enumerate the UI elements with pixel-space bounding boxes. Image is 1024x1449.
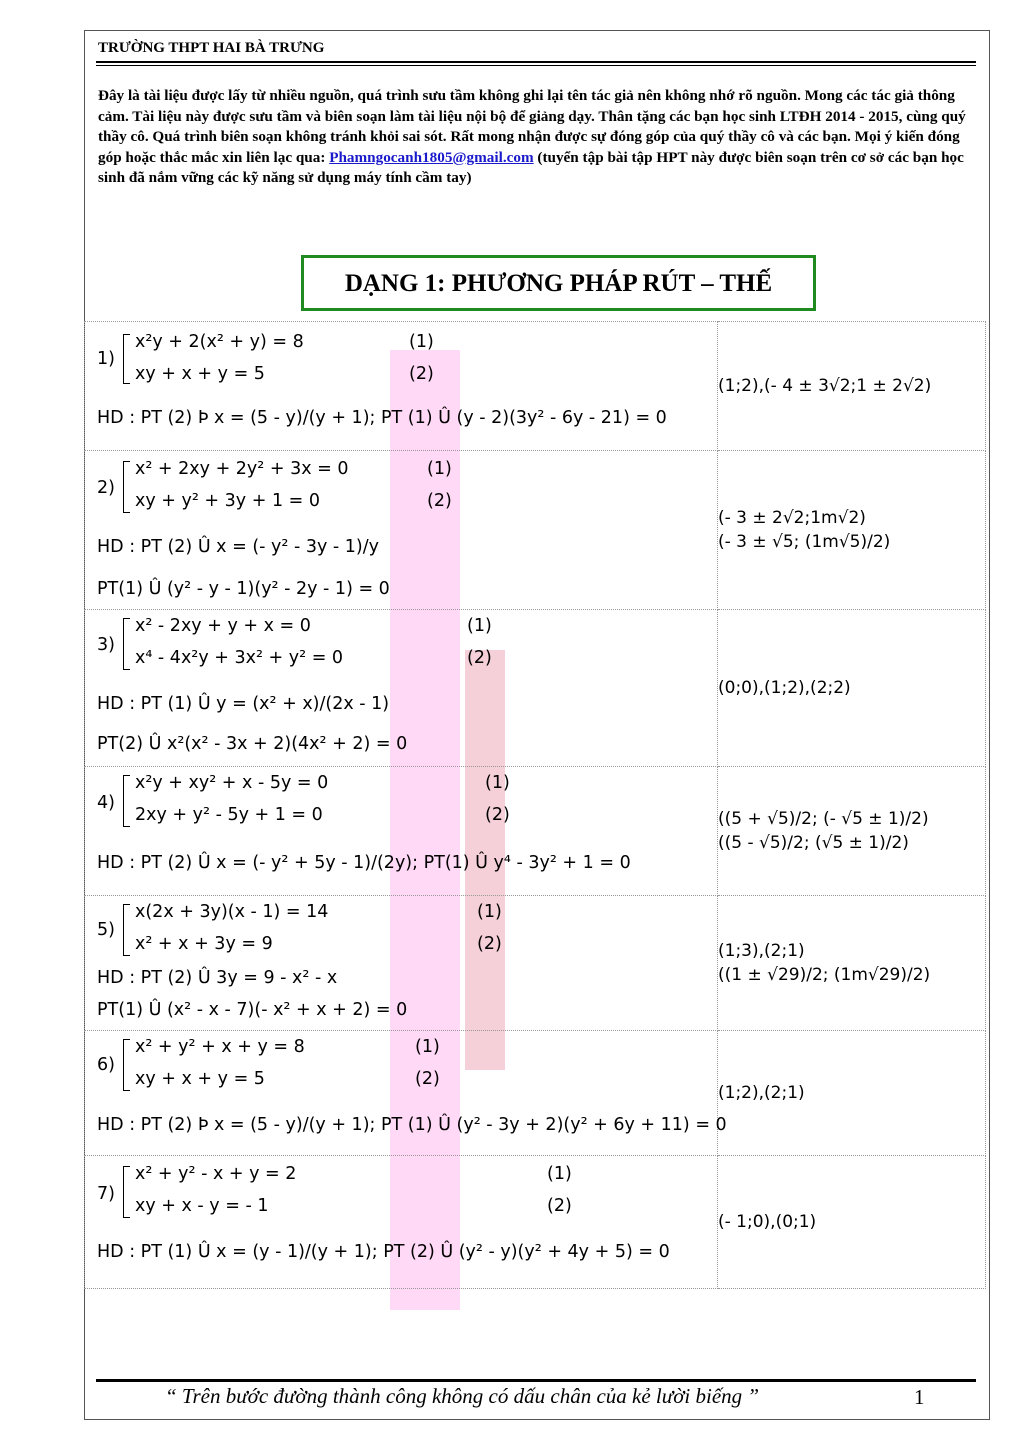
equation-label: (2) bbox=[547, 1196, 572, 1216]
footer-quote: “ Trên bước đường thành công không có dấu chân của kẻ lười biếng ” bbox=[165, 1384, 760, 1408]
problem-number: 3) bbox=[97, 635, 115, 655]
system-brace bbox=[123, 904, 130, 956]
intro-paragraph bbox=[98, 86, 974, 189]
answer-line: (1;3),(2;1) bbox=[718, 941, 805, 961]
hint-line: HD : PT (2) Û 3y = 9 - x² - x bbox=[97, 968, 338, 988]
email-link[interactable]: Phamngocanh1805@gmail.com bbox=[329, 148, 534, 166]
answer-cell bbox=[718, 1031, 986, 1156]
hint-line: PT(1) Û (x² - x - 7)(- x² + x + 2) = 0 bbox=[97, 1000, 408, 1020]
equation-label: (2) bbox=[427, 491, 452, 511]
answer-line: ((1 ± √29)/2; (1m√29)/2) bbox=[718, 965, 931, 985]
equation-2: xy + x + y = 5 bbox=[135, 1069, 265, 1089]
equation-2: xy + x - y = - 1 bbox=[135, 1196, 269, 1216]
system-brace bbox=[123, 1039, 130, 1091]
equation-label: (2) bbox=[485, 805, 510, 825]
hint-line: PT(2) Û x²(x² - 3x + 2)(4x² + 2) = 0 bbox=[97, 734, 408, 754]
answer-line: (1;2),(2;1) bbox=[718, 1083, 805, 1103]
equation-2: x⁴ - 4x²y + 3x² + y² = 0 bbox=[135, 648, 344, 668]
hint-line: PT(1) Û (y² - y - 1)(y² - 2y - 1) = 0 bbox=[97, 579, 390, 599]
hint-line: HD : PT (2) Þ x = (5 - y)/(y + 1); PT (1) Û (y - 2)(3y² - 6y - 21) = 0 bbox=[97, 408, 667, 428]
hint-line: HD : PT (2) Û x = (- y² + 5y - 1)/(2y); PT(1) Û y⁴ - 3y² + 1 = 0 bbox=[97, 853, 631, 873]
problem-row bbox=[85, 610, 986, 767]
problem-row bbox=[85, 767, 986, 896]
intro-text-1: Đây là tài liệu được lấy từ nhiều nguồn, quá trình sưu tầm không ghi lại tên tác giả nên không nhớ rõ nguồn. Mong các tác giả thông cảm. Tài liệu này được sưu tầm và biên soạn làm tài liệu nội bộ để giảng dạy. Thân tặng các bạn học sinh LTĐH 2014 - 2015, cùng quý thầy cô. Quá trình biên soạn không tránh khỏi sai sót. Rất mong nhận được sự đóng góp của quý thầy cô và các bạn. Mọi ý kiến đóng góp hoặc thắc mắc xin liên lạc qua: bbox=[98, 87, 966, 166]
equation-label: (1) bbox=[427, 459, 452, 479]
system-brace bbox=[123, 775, 130, 827]
problem-row bbox=[85, 1156, 986, 1289]
system-brace bbox=[123, 334, 130, 384]
equation-2: x² + x + 3y = 9 bbox=[135, 934, 273, 954]
equation-label: (1) bbox=[409, 332, 434, 352]
answer-cell bbox=[718, 896, 986, 1031]
problem-row bbox=[85, 896, 986, 1031]
footer-rule bbox=[96, 1379, 976, 1382]
problem-table bbox=[84, 321, 986, 1289]
answer-cell bbox=[718, 322, 986, 451]
intro-text-2: (tuyển tập bài tập HPT này được biên soạn trên cơ sở các bạn học sinh đã nắm vững các kỹ năng sử dụng máy tính cầm tay) bbox=[98, 148, 964, 186]
header-rule-thick bbox=[96, 61, 976, 63]
equation-1: x(2x + 3y)(x - 1) = 14 bbox=[135, 902, 329, 922]
equation-1: x² - 2xy + y + x = 0 bbox=[135, 616, 311, 636]
answer-line: ((5 + √5)/2; (- √5 ± 1)/2) bbox=[718, 809, 929, 829]
hint-line: HD : PT (1) Û x = (y - 1)/(y + 1); PT (2) Û (y² - y)(y² + 4y + 5) = 0 bbox=[97, 1242, 670, 1262]
equation-label: (1) bbox=[415, 1037, 440, 1057]
answer-line: ((5 - √5)/2; (√5 ± 1)/2) bbox=[718, 833, 909, 853]
header-rule-thin bbox=[96, 65, 976, 66]
answer-line: (- 3 ± √5; (1m√5)/2) bbox=[718, 532, 891, 552]
equation-label: (1) bbox=[485, 773, 510, 793]
hint-line: HD : PT (2) Þ x = (5 - y)/(y + 1); PT (1) Û (y² - 3y + 2)(y² + 6y + 11) = 0 bbox=[97, 1115, 727, 1135]
equation-1: x² + y² - x + y = 2 bbox=[135, 1164, 297, 1184]
equation-label: (2) bbox=[477, 934, 502, 954]
equation-1: x² + y² + x + y = 8 bbox=[135, 1037, 305, 1057]
problem-number: 6) bbox=[97, 1055, 115, 1075]
problem-row bbox=[85, 322, 986, 451]
system-brace bbox=[123, 1166, 130, 1218]
section-title: DẠNG 1: PHƯƠNG PHÁP RÚT – THẾ bbox=[301, 255, 816, 311]
answer-line: (- 3 ± 2√2;1m√2) bbox=[718, 508, 866, 528]
problem-number: 4) bbox=[97, 793, 115, 813]
answer-cell bbox=[718, 1156, 986, 1289]
system-brace bbox=[123, 618, 130, 670]
equation-label: (2) bbox=[415, 1069, 440, 1089]
equation-label: (1) bbox=[467, 616, 492, 636]
answer-line: (0;0),(1;2),(2;2) bbox=[718, 678, 851, 698]
problem-row bbox=[85, 451, 986, 610]
hint-line: HD : PT (2) Û x = (- y² - 3y - 1)/y bbox=[97, 537, 379, 557]
problem-number: 7) bbox=[97, 1184, 115, 1204]
equation-label: (1) bbox=[477, 902, 502, 922]
equation-1: x²y + 2(x² + y) = 8 bbox=[135, 332, 304, 352]
page-number: 1 bbox=[914, 1385, 925, 1409]
equation-label: (2) bbox=[409, 364, 434, 384]
answer-line: (- 1;0),(0;1) bbox=[718, 1212, 817, 1232]
answer-cell bbox=[718, 610, 986, 767]
equation-1: x²y + xy² + x - 5y = 0 bbox=[135, 773, 329, 793]
equation-2: xy + x + y = 5 bbox=[135, 364, 265, 384]
header-school-name: TRƯỜNG THPT HAI BÀ TRƯNG bbox=[98, 40, 325, 56]
equation-label: (1) bbox=[547, 1164, 572, 1184]
equation-2: xy + y² + 3y + 1 = 0 bbox=[135, 491, 320, 511]
problem-number: 5) bbox=[97, 920, 115, 940]
answer-cell bbox=[718, 767, 986, 896]
problem-number: 1) bbox=[97, 349, 115, 369]
equation-2: 2xy + y² - 5y + 1 = 0 bbox=[135, 805, 323, 825]
system-brace bbox=[123, 461, 130, 513]
answer-line: (1;2),(- 4 ± 3√2;1 ± 2√2) bbox=[718, 376, 932, 396]
problem-number: 2) bbox=[97, 478, 115, 498]
problem-row bbox=[85, 1031, 986, 1156]
hint-line: HD : PT (1) Û y = (x² + x)/(2x - 1) bbox=[97, 694, 390, 714]
equation-label: (2) bbox=[467, 648, 492, 668]
equation-1: x² + 2xy + 2y² + 3x = 0 bbox=[135, 459, 349, 479]
answer-cell bbox=[718, 451, 986, 610]
